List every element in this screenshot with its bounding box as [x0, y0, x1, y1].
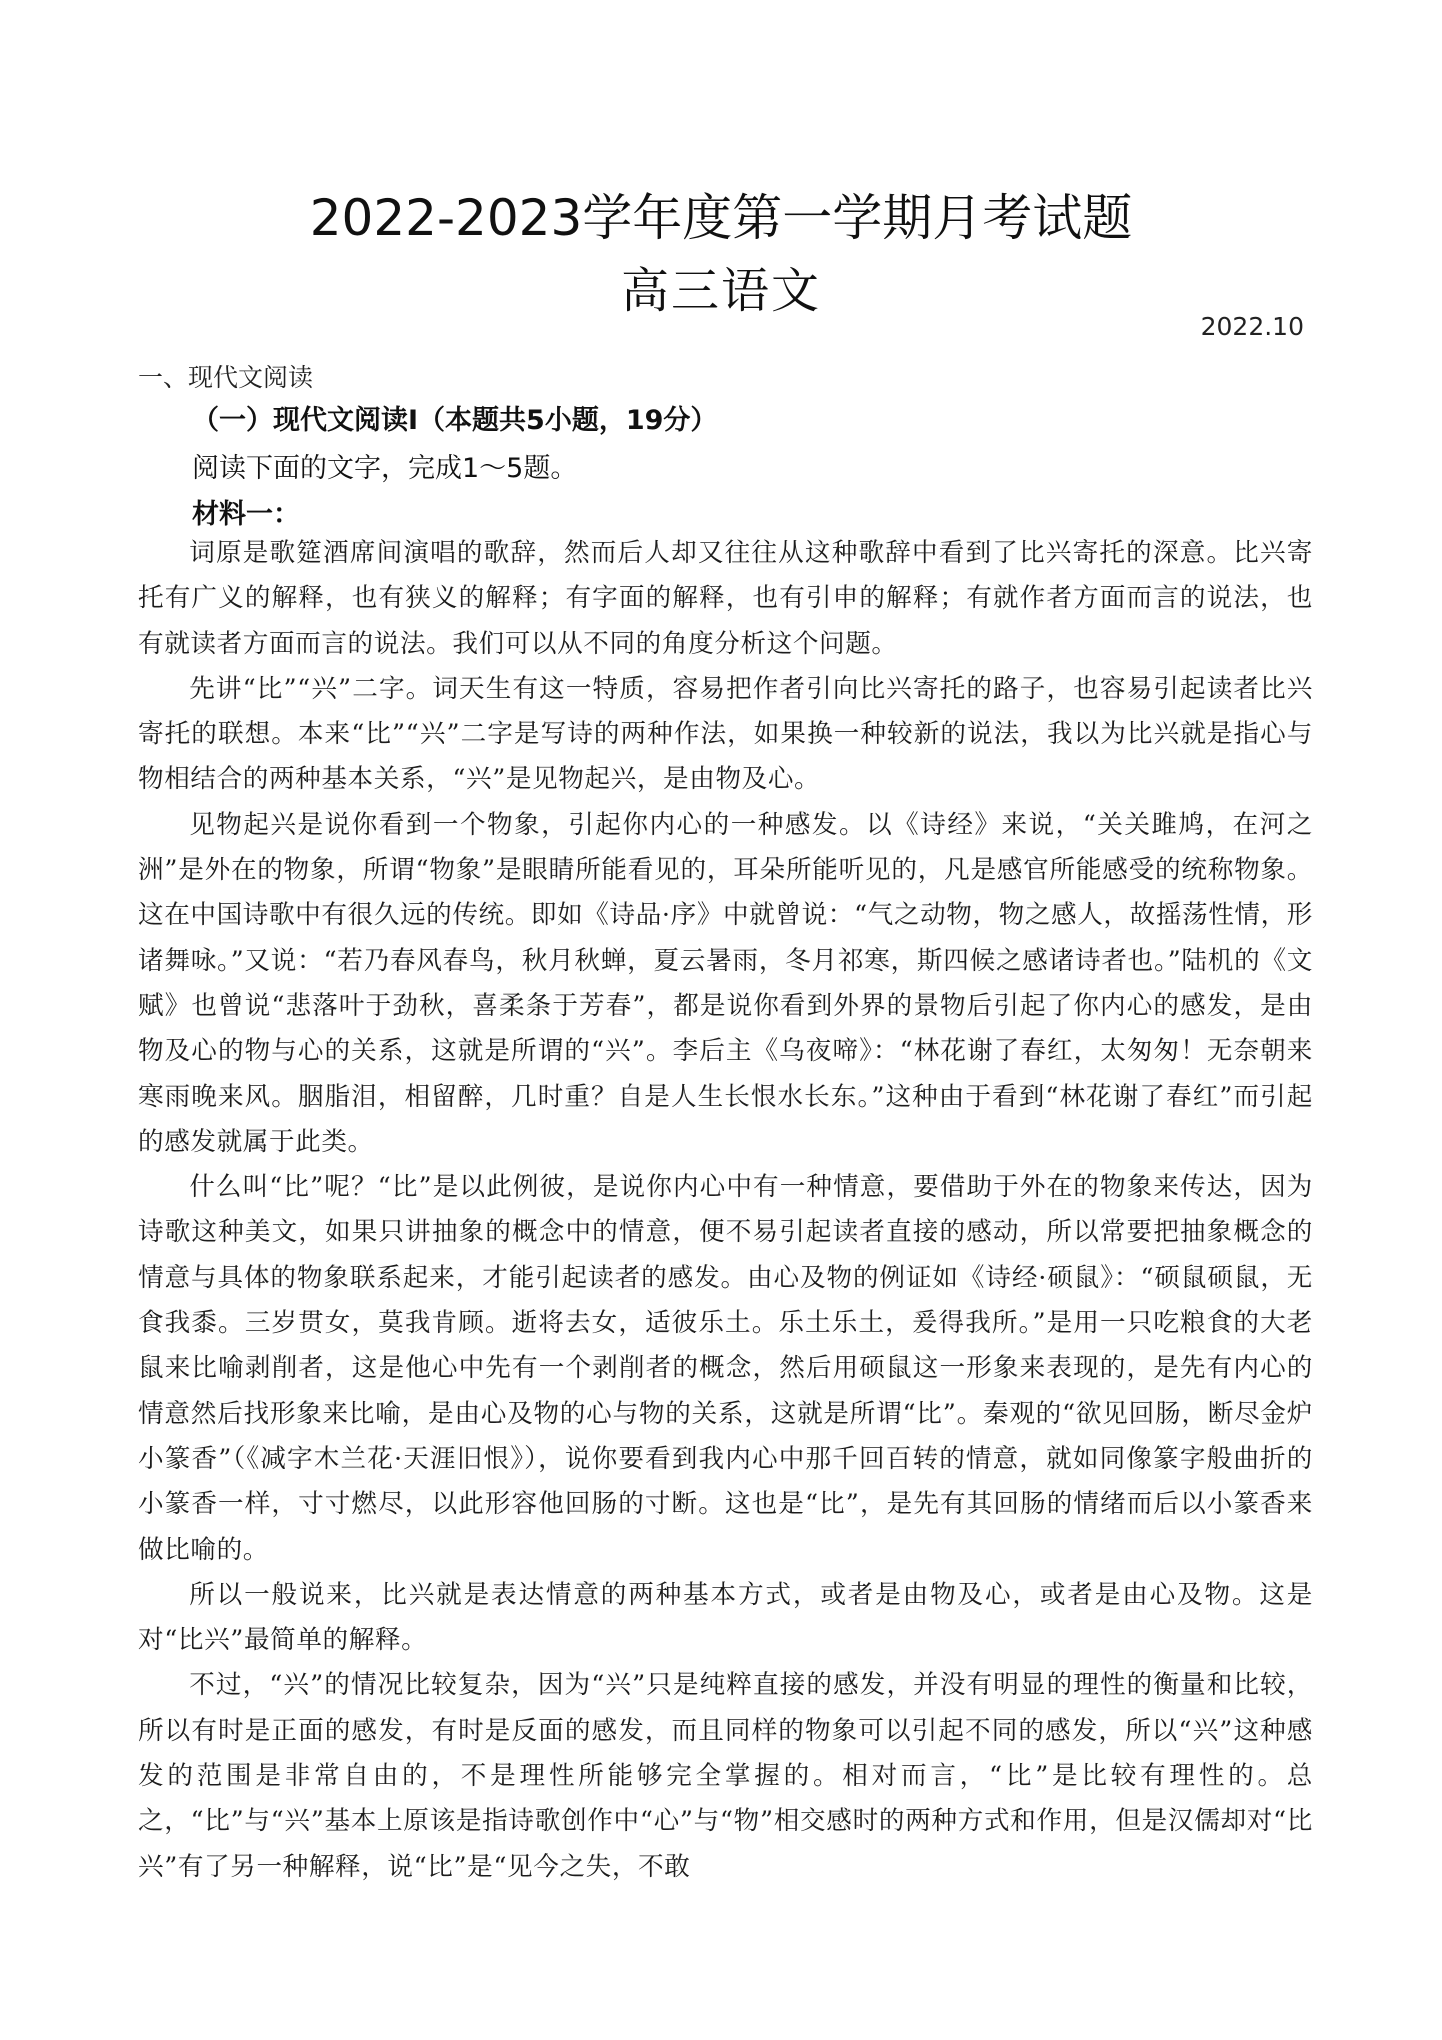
paragraph: 见物起兴是说你看到一个物象，引起你内心的一种感发。以《诗经》来说，“关关雎鸠，在河之洲”是外在的物象，所谓“物象”是眼睛所能看见的，耳朵所能听见的，凡是感官所能感受的统称物象。这在中国诗歌中有很久远的传统。即如《诗品·序》中就曾说：“气之动物，物之感人，故摇荡性情，形诸舞咏。”又说：“若乃春风春鸟，秋月秋蝉，夏云暑雨，冬月祁寒，斯四候之感诸诗者也。”陆机的《文赋》也曾说“悲落叶于劲秋，喜柔条于芳春”，都是说你看到外界的景物后引起了你内心的感发，是由物及心的物与心的关系，这就是所谓的“兴”。李后主《乌夜啼》：“林花谢了春红，太匆匆！无奈朝来寒雨晚来风。胭脂泪，相留醉，几时重？自是人生长恨水长东。”这种由于看到“林花谢了春红”而引起的感发就属于此类。 — [138, 809, 1313, 1157]
material-text — [138, 531, 1313, 1890]
section-subheading: （一）现代文阅读Ⅰ（本题共5小题，19分） — [192, 405, 718, 436]
paragraph: 所以一般说来，比兴就是表达情意的两种基本方式，或者是由物及心，或者是由心及物。这是对“比兴”最简单的解释。 — [138, 1579, 1313, 1656]
paragraph: 先讲“比”“兴”二字。词天生有这一特质，容易把作者引向比兴寄托的路子，也容易引起读者比兴寄托的联想。本来“比”“兴”二字是写诗的两种作法，如果换一种较新的说法，我以为比兴就是指心与物相结合的两种基本关系，“兴”是见物起兴，是由物及心。 — [138, 673, 1313, 795]
paragraph: 词原是歌筵酒席间演唱的歌辞，然而后人却又往往从这种歌辞中看到了比兴寄托的深意。比兴寄托有广义的解释，也有狭义的解释；有字面的解释，也有引申的解释；有就作者方面而言的说法，也有就读者方面而言的说法。我们可以从不同的角度分析这个问题。 — [138, 538, 1313, 659]
reading-instruction: 阅读下面的文字，完成1～5题。 — [192, 453, 578, 484]
material-label: 材料一： — [192, 499, 300, 530]
paragraph: 什么叫“比”呢？“比”是以此例彼，是说你内心中有一种情意，要借助于外在的物象来传达，因为诗歌这种美文，如果只讲抽象的概念中的情意，便不易引起读者直接的感动，所以常要把抽象概念的情意与具体的物象联系起来，才能引起读者的感发。由心及物的例证如《诗经·硕鼠》：“硕鼠硕鼠，无食我黍。三岁贯女，莫我肯顾。逝将去女，适彼乐土。乐土乐土，爰得我所。”是用一只吃粮食的大老鼠来比喻剥削者，这是他心中先有一个剥削者的概念，然后用硕鼠这一形象来表现的，是先有内心的情意然后找形象来比喻，是由心及物的心与物的关系，这就是所谓“比”。秦观的“欲见回肠，断尽金炉小篆香”（《减字木兰花·天涯旧恨》），说你要看到我内心中那千回百转的情意，就如同像篆字般曲折的小篆香一样，寸寸燃尽，以此形容他回肠的寸断。这也是“比”，是先有其回肠的情绪而后以小篆香来做比喻的。 — [138, 1172, 1313, 1565]
paragraph: 不过，“兴”的情况比较复杂，因为“兴”只是纯粹直接的感发，并没有明显的理性的衡量和比较，所以有时是正面的感发，有时是反面的感发，而且同样的物象可以引起不同的感发，所以“兴”这种感发的范围是非常自由的，不是理性所能够完全掌握的。相对而言，“比”是比较有理性的。总之，“比”与“兴”基本上原该是指诗歌创作中“心”与“物”相交感时的两种方式和作用，但是汉儒却对“比兴”有了另一种解释，说“比”是“见今之失，不敢 — [138, 1670, 1313, 1882]
exam-subtitle: 高三语文 — [620, 263, 821, 319]
exam-date: 2022.10 — [1200, 312, 1304, 341]
exam-title: 2022-2023学年度第一学期月考试题 — [309, 189, 1133, 247]
section-heading: 一、现代文阅读 — [138, 363, 314, 392]
